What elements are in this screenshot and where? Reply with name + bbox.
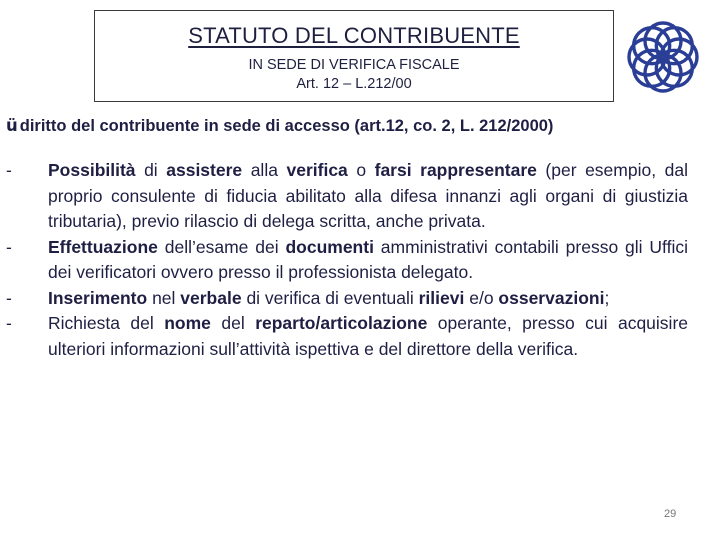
- bold-text-run: Effettuazione: [48, 236, 158, 257]
- bold-text-run: reparto/articolazione: [255, 313, 428, 333]
- text-run: nel: [147, 287, 181, 308]
- bold-text-run: nome: [164, 313, 211, 333]
- section-heading-text: diritto del contribuente in sede di accesso (art.12, co. 2, L. 212/2000): [19, 117, 554, 135]
- bold-text-run: assistere: [166, 160, 243, 180]
- list-item: [6, 311, 688, 362]
- bold-text-run: Possibilità: [48, 160, 136, 180]
- list-item: [6, 158, 688, 235]
- dash-bullet: -: [6, 313, 12, 333]
- bold-text-run: osservazioni: [498, 287, 605, 308]
- text-run: Richiesta del: [48, 313, 165, 333]
- item-text: [48, 288, 609, 308]
- slide-subtitle: IN SEDE DI VERIFICA FISCALE: [248, 57, 460, 73]
- bold-text-run: verifica: [286, 160, 348, 180]
- section-heading: [6, 116, 714, 136]
- dash-bullet: -: [6, 287, 12, 308]
- page-number: 29: [664, 508, 677, 520]
- text-run: del: [210, 313, 256, 333]
- interlaced-rings-emblem-icon: [622, 14, 704, 100]
- item-text: [48, 160, 688, 231]
- text-run: amministrativi contabili presso gli Uffici dei verificatori ovvero presso il professionista delegato.: [48, 236, 688, 282]
- item-text: [48, 313, 688, 359]
- bold-text-run: documenti: [285, 236, 374, 257]
- check-bullet-icon: ü: [6, 116, 18, 135]
- bold-text-run: verbale: [180, 287, 242, 308]
- text-run: operante, presso cui acquisire ulteriori informazioni sull’attività ispettiva e del direttore della verifica.: [48, 313, 689, 359]
- text-run: (per esempio, dal proprio consulente di fiducia abilitato alla difesa innanzi agli organi di giustizia tributaria), previo rilascio di delega scritta, anche privata.: [48, 160, 688, 231]
- text-run: di verifica di eventuali: [241, 287, 419, 308]
- text-run: o: [347, 160, 375, 180]
- bold-text-run: rilievi: [418, 287, 465, 308]
- text-run: e/o: [464, 287, 499, 308]
- title-box: [94, 10, 614, 102]
- text-run: di: [135, 160, 167, 180]
- text-run: alla: [242, 160, 287, 180]
- slide-title: STATUTO DEL CONTRIBUENTE: [188, 23, 520, 48]
- bold-text-run: Inserimento: [48, 287, 148, 308]
- rights-list: [6, 158, 688, 362]
- text-run: dell’esame dei: [157, 236, 286, 257]
- list-item: [6, 286, 688, 312]
- item-text: [48, 237, 688, 283]
- law-reference: Art. 12 – L.212/00: [296, 76, 412, 92]
- dash-bullet: -: [6, 160, 12, 180]
- list-item: [6, 235, 688, 286]
- dash-bullet: -: [6, 236, 12, 257]
- bold-text-run: farsi rappresentare: [374, 160, 537, 180]
- text-run: ;: [604, 287, 610, 308]
